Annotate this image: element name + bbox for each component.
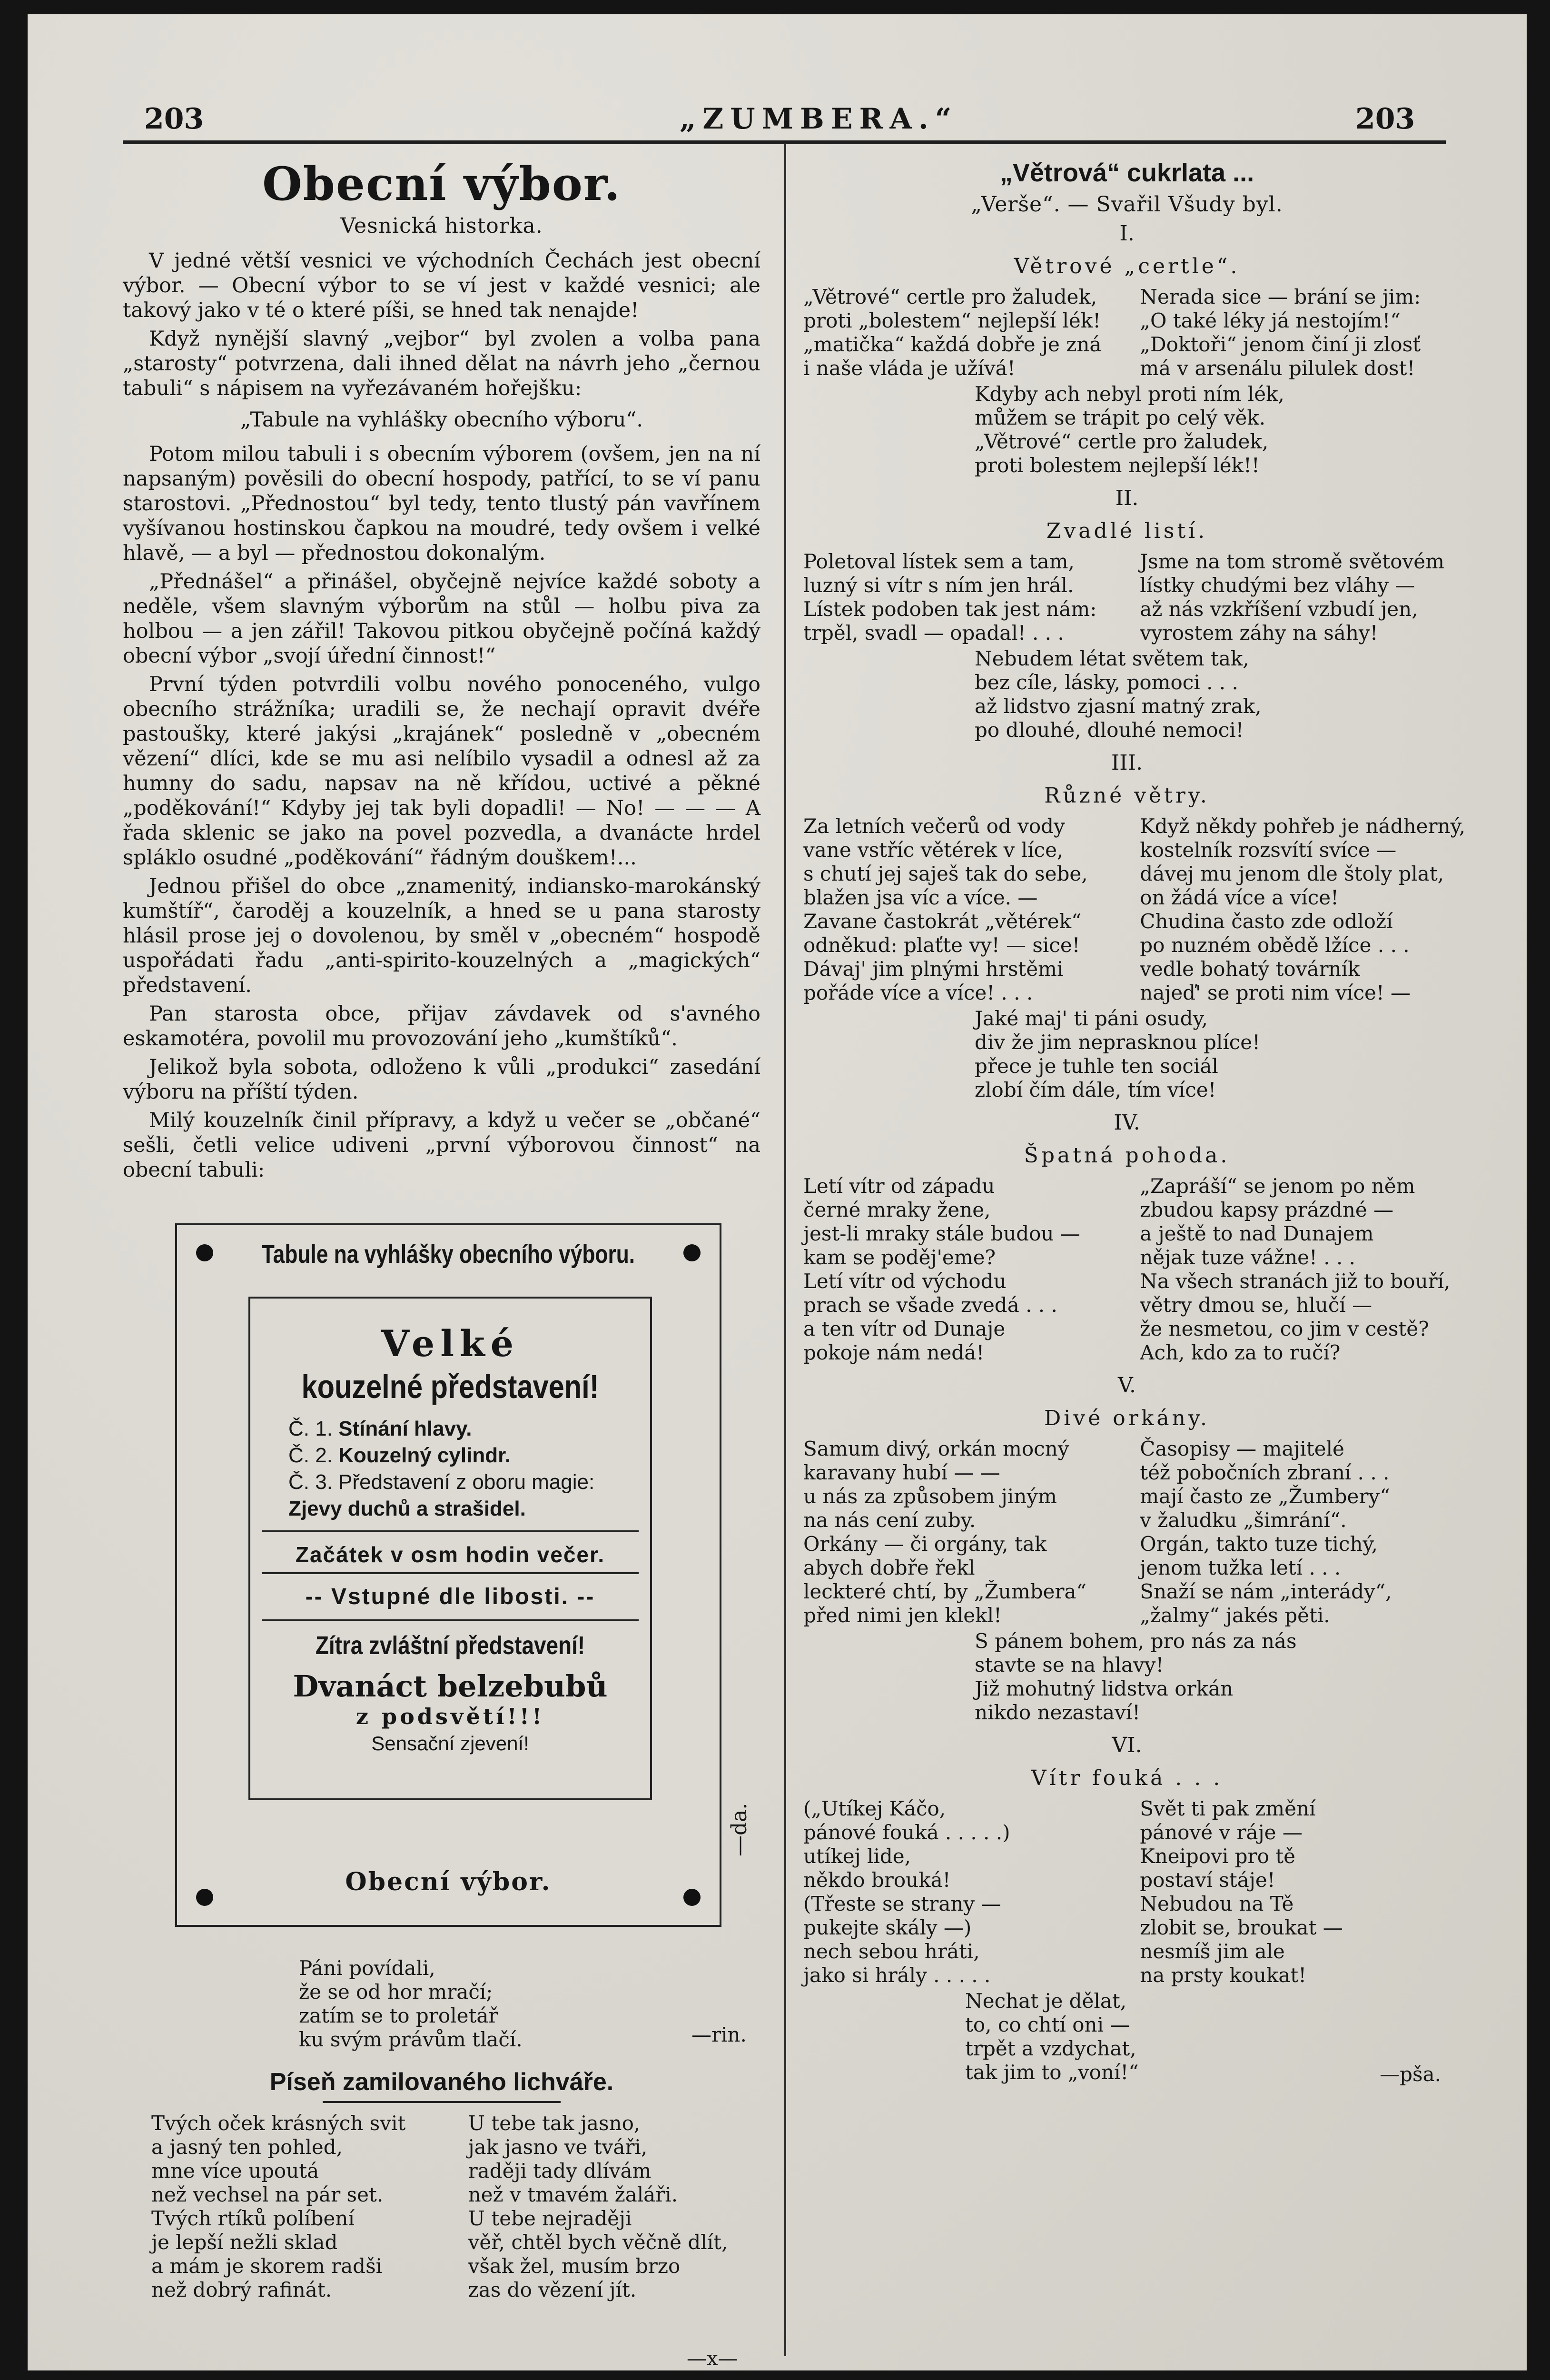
newspaper-page	[28, 14, 1527, 2370]
verse-line: mne více upoutá	[151, 2159, 319, 2182]
verse-line: je lepší nežli sklad	[151, 2231, 338, 2254]
verse-line: Zavane častokrát „větérek“	[803, 910, 1082, 933]
verse-line: než vechsel na pár set.	[151, 2183, 384, 2206]
page-number-right: 203	[1355, 102, 1415, 136]
verse-line: na nás cení zuby.	[803, 1508, 976, 1532]
verse-line: U tebe nejraději	[468, 2207, 632, 2230]
paragraph: Když nynější slavný „vejbor“ byl zvolen a volba pana „starosty“ potvrzena, dali ihned dělat na návrh jeho „černou tabuli“ s nápisem na vyřezávaném hořejšku:	[123, 327, 760, 400]
poem-pani-povidali	[299, 1956, 727, 2052]
verse-line: jenom tužka letí . . .	[1140, 1556, 1341, 1579]
verse-line: odněkud: plaťte vy! — sice!	[803, 933, 1080, 957]
verse-line: (Třeste se strany —	[803, 1892, 1001, 1915]
section-number: VI.	[1112, 1733, 1142, 1757]
verse-line: černé mraky žene,	[803, 1198, 991, 1221]
verse-line: až nás vzkříšení vzbudí jen,	[1140, 597, 1418, 621]
paragraph: Potom milou tabuli i s obecním výborem (ovšem, jen na ní napsaným) pověsili do obecní hospody, patřící, to se ví panu starostovi. „Přednostou“ byl tedy, tento tlustý pán vavřínem vyšívanou hostinskou čapkou na moudré, tedy ovšem i velké hlavě, — a byl — přednostou dokonalým.	[123, 442, 760, 565]
poster-board-title: Tabule na vyhlášky obecního výboru.	[261, 1240, 635, 1269]
verse-line: s chutí jej saješ tak do sebe,	[803, 862, 1088, 885]
verse-line: Letí vítr od východu	[803, 1269, 1007, 1293]
verse-line: „Doktoři“ jenom činí ji zlosť	[1140, 333, 1421, 356]
verse-line: trpět a vzdychat,	[965, 2037, 1136, 2060]
verse-line: „O také léky já nestojím!“	[1140, 309, 1401, 332]
paragraph: Jednou přišel do obce „znamenitý, indiansko-marokánský kumštíř“, čaroděj a kouzelník, a hned se u pana starosty hlásil prose jej o dovolenou, by směl v „obecném“ hospodě uspořádati řadu „anti-spirito-kouzelných a „magických“ představení.	[123, 874, 760, 997]
verse-line: „žalmy“ jakés pěti.	[1140, 1604, 1330, 1627]
verse-line: leckteré chtí, by „Žumbera“	[803, 1580, 1086, 1603]
poem-title: Píseň zamilovaného lichváře.	[269, 2068, 614, 2096]
verse-line: zbudou kapsy prázdné —	[1140, 1198, 1394, 1221]
verse-line: po nuzném obědě lžíce . . .	[1140, 933, 1410, 957]
poster-signature: —da.	[727, 1803, 751, 1856]
verse-line: a ten vítr od Dunaje	[803, 1317, 1006, 1340]
verse-line: pánové v ráje —	[1140, 1821, 1303, 1844]
verse-line: že se od hor mračí;	[299, 1980, 493, 2003]
verse-line: též pobočních zbraní . . .	[1140, 1461, 1390, 1484]
section-heading: Zvadlé listí.	[1046, 519, 1208, 543]
verse-line: div že jim neprasknou plíce!	[975, 1031, 1261, 1054]
right-column	[803, 157, 1466, 2086]
verse-line: Orgán, takto tuze tichý,	[1140, 1532, 1378, 1556]
verse-line: jest-li mraky stále budou —	[803, 1222, 1080, 1245]
verse-line: Chudina často zde odloží	[1140, 910, 1393, 933]
newspaper-title: „ZUMBERA.“	[680, 102, 958, 136]
poster-senzacni: Sensační zjevení!	[371, 1732, 529, 1755]
poster-footer: Obecní výbor.	[345, 1867, 552, 1896]
paragraph: Jelikož byla sobota, odloženo k vůli „produkci“ zasedání výboru na příští týden.	[123, 1055, 760, 1104]
verse-line: Časopisy — majitelé	[1140, 1437, 1344, 1460]
verse-line: vyrostem záhy na sáhy!	[1140, 621, 1378, 645]
poster-zitra: Zítra zvláštní představení!	[315, 1631, 585, 1660]
poster-vstupne: -- Vstupné dle libosti. --	[305, 1584, 595, 1609]
paragraph: První týden potvrdili volbu nového ponoceného, vulgo obecního strážníka; uradili se, že nechají opravit dvéře pastoušky, které jakýsi „krajánek“ posledně v „obecném vězení“ dlíci, kde se mu asi nelíbilo vysadil a odnesl až za humny do sadu, napsav na ně křídou, uctivé a pěkné „poděkování!“ Kdyby jej tak byli dopadli! — No! — — — A řada sklenic se jako na povel pozvedla, a dvanácte hrdel spláklo osudné „poděkování“ řádným douškem!...	[123, 673, 760, 870]
verse-line: postaví stáje!	[1140, 1868, 1275, 1892]
verse-line: vedle bohatý továrník	[1140, 957, 1360, 981]
poster-dvanact: Dvanáct belzebubů	[293, 1669, 608, 1704]
verse-line: prach se všade zvedá . . .	[803, 1293, 1057, 1317]
verse-line: Lístek podoben tak jest nám:	[803, 597, 1097, 621]
verse-line: a mám je skorem radši	[151, 2254, 383, 2278]
section-heading: Vítr fouká . . .	[1031, 1766, 1223, 1790]
verse-line: však žel, musím brzo	[468, 2254, 681, 2278]
verse-line: Jsme na tom stromě světovém	[1140, 550, 1444, 573]
poster-rule	[262, 1530, 639, 1532]
verse-line: Kneipovi pro tě	[1140, 1844, 1295, 1868]
verse-line: raději tady dlívám	[468, 2159, 652, 2182]
verse-line: jako si hrály . . . . .	[803, 1964, 991, 1987]
verse-line: přece je tuhle ten sociál	[975, 1054, 1218, 1078]
verse-line: luzný si vítr s ním jen hrál.	[803, 574, 1074, 597]
column-divider	[784, 143, 786, 2356]
poster-velke: Velké	[381, 1322, 520, 1365]
verse-line: Nechat je dělat,	[965, 1989, 1127, 2013]
verse-line: po dlouhé, dlouhé nemoci!	[975, 718, 1244, 742]
section-heading: Divé orkány.	[1044, 1406, 1210, 1430]
article-title: Obecní výbor.	[262, 157, 621, 211]
verse-line: najeď' se proti nim více! —	[1140, 981, 1411, 1004]
verse-line: „Větrové“ certle pro žaludek,	[975, 430, 1269, 453]
verse-line: on žádá více a více!	[1140, 886, 1339, 909]
verse-line: Za letních večerů od vody	[803, 814, 1065, 838]
poster-inner-frame	[248, 1297, 652, 1800]
verse-line: zlobit se, broukat —	[1140, 1916, 1343, 1939]
verse-line: to, co chtí oni —	[965, 2013, 1130, 2036]
poster-rule	[262, 1572, 639, 1574]
section-number: III.	[1111, 751, 1143, 775]
verse-line: věř, chtěl bych věčně dlít,	[468, 2231, 728, 2254]
verse-line: nikdo nezastaví!	[975, 1701, 1141, 1724]
verse-line: na prsty koukat!	[1140, 1964, 1307, 1987]
verse-line: Na všech stranách již to bouří,	[1140, 1269, 1451, 1293]
verse-line: Svět ti pak změní	[1140, 1797, 1316, 1820]
verse-line: blažen jsa víc a více. —	[803, 886, 1038, 909]
verse-line: Ach, kdo za to ručí?	[1140, 1341, 1341, 1364]
verse-line: a jasný ten pohled,	[151, 2135, 343, 2159]
pin-dot	[683, 1244, 701, 1261]
verse-line: zatím se to proletář	[299, 2004, 498, 2027]
poem-pisen	[123, 2061, 760, 2302]
verse-line: pokoje nám nedá!	[803, 1341, 985, 1364]
verse-line: než dobrý rafinát.	[151, 2278, 332, 2301]
poem-signature: —rin.	[691, 2023, 747, 2046]
left-column	[123, 157, 760, 1186]
tabule-quote: „Tabule na vyhlášky obecního výboru“.	[240, 408, 643, 432]
verse-line: vane vstříc větérek v líce,	[803, 838, 1064, 862]
verse-line: Již mohutný lidstva orkán	[975, 1677, 1234, 1700]
verse-line: můžem se trápit po celý věk.	[975, 406, 1266, 429]
poster-rule	[262, 1619, 639, 1621]
verse-line: trpěl, svadl — opadal! . . .	[803, 621, 1064, 645]
poem-signature: —pša.	[1380, 2063, 1441, 2086]
poster-item: Č. 2. Kouzelný cylindr.	[288, 1444, 511, 1467]
poster-item: Č. 3. Představení z oboru magie:	[288, 1470, 595, 1494]
verse-line: zlobí čím dále, tím více!	[975, 1078, 1216, 1101]
verse-line: v žaludku „šimrání“.	[1140, 1508, 1347, 1532]
poster-zjevy: Zjevy duchů a strašidel.	[288, 1497, 526, 1520]
paragraph: Pan starosta obce, přijav závdavek od s'avného eskamotéra, povolil mu provozování jeho „kumštíků“.	[123, 1002, 760, 1051]
verse-line: ku svým právům tlačí.	[299, 2028, 523, 2051]
verse-line: bez cíle, lásky, pomoci . . .	[975, 671, 1238, 694]
verse-line: i naše vláda je užívá!	[803, 357, 1016, 380]
title-rule	[323, 2101, 561, 2103]
verse-line: Tvých oček krásných svit	[151, 2112, 406, 2135]
verse-line: Tvých rtíků políbení	[151, 2207, 355, 2230]
verse-line: „Větrové“ certle pro žaludek,	[803, 285, 1097, 308]
paragraph: „Přednášel“ a přinášel, obyčejně nejvíce každé soboty a neděle, všem slavným výborům na stůl — holbu piva za holbou — a jen zářil! Takovou pitkou obyčejně počíná každý obecní výbor „svojí úřední činnost!“	[123, 570, 760, 668]
section-number: IV.	[1114, 1111, 1140, 1135]
verse-line: Nebudem létat světem tak,	[975, 647, 1249, 670]
verse-line: U tebe tak jasno,	[468, 2112, 641, 2135]
poems-title: „Větrová“ cukrlata ...	[999, 159, 1254, 187]
verse-line: než v tmavém žaláři.	[468, 2183, 678, 2206]
poster-podsveti: z podsvětí!!!	[355, 1704, 545, 1729]
section-heading: Špatná pohoda.	[1024, 1143, 1230, 1168]
verse-line: Když někdy pohřeb je nádherný,	[1140, 814, 1466, 838]
verse-line: pánové fouká . . . . .)	[803, 1821, 1010, 1844]
verse-line: dávej mu jenom dle štoly plat,	[1140, 862, 1444, 885]
verse-line: lístky chudými bez vláhy —	[1140, 574, 1415, 597]
verse-line: Poletoval lístek sem a tam,	[803, 550, 1075, 573]
verse-line: má v arsenálu pilulek dost!	[1140, 357, 1415, 380]
section-number: II.	[1115, 486, 1139, 510]
section-number: I.	[1119, 221, 1135, 246]
verse-line: karavany hubí — —	[803, 1461, 1000, 1484]
verse-line: proti bolestem nejlepší lék!!	[975, 454, 1260, 477]
poems-byline: „Verše“. — Svařil Všudy byl.	[971, 192, 1283, 217]
page-number-left: 203	[144, 102, 204, 136]
section-heading: Různé větry.	[1044, 783, 1210, 808]
verse-line: Samum divý, orkán mocný	[803, 1437, 1069, 1460]
verse-line: u nás za způsobem jiným	[803, 1485, 1057, 1508]
verse-line: Letí vítr od západu	[803, 1174, 995, 1198]
verse-line: jak jasno ve tváři,	[468, 2135, 648, 2159]
poster-item: Č. 1. Stínání hlavy.	[288, 1417, 472, 1440]
verse-line: Snaží se nám „interády“,	[1140, 1580, 1392, 1603]
verse-line: proti „bolestem“ nejlepší lék!	[803, 309, 1101, 332]
verse-line: S pánem bohem, pro nás za nás	[975, 1629, 1297, 1653]
verse-line: Páni povídali,	[299, 1956, 435, 1980]
verse-line: Dávaj' jim plnými hrstěmi	[803, 957, 1064, 981]
verse-line: Kdyby ach nebyl proti ním lék,	[975, 382, 1284, 406]
verse-line: („Utíkej Káčo,	[803, 1797, 946, 1820]
verse-line: abych dobře řekl	[803, 1556, 975, 1579]
notice-board-poster	[175, 1223, 721, 1927]
pin-dot	[196, 1244, 213, 1261]
section-heading: Větrové „certle“.	[1014, 254, 1240, 278]
paragraph: V jedné větší vesnici ve východních Čechách jest obecní výbor. — Obecní výbor to se ví jest v každé vesnici; ale takový jako v té o které píši, se hned tak nenajde!	[123, 249, 760, 322]
verse-line: „Zapráší“ se jenom po něm	[1140, 1174, 1415, 1198]
verse-line: utíkej lide,	[803, 1844, 911, 1868]
verse-line: kostelník rozsvítí svíce —	[1140, 838, 1397, 862]
section-number: V.	[1117, 1373, 1136, 1398]
verse-line: tak jim to „voní!“	[965, 2061, 1139, 2084]
poem-signature: —x—	[687, 2347, 738, 2370]
verse-line: zas do vězení jít.	[468, 2278, 637, 2301]
verse-line: větry dmou se, hlučí —	[1140, 1293, 1372, 1317]
verse-line: mají často ze „Žumbery“	[1140, 1485, 1390, 1508]
verse-line: že nesmetou, co jim v cestě?	[1140, 1317, 1429, 1340]
verse-line: Jaké maj' ti páni osudy,	[975, 1007, 1208, 1030]
verse-line: stavte se na hlavy!	[975, 1653, 1164, 1676]
verse-line: pukejte skály —)	[803, 1916, 972, 1939]
verse-line: „matička“ každá dobře je zná	[803, 333, 1102, 356]
verse-line: kam se poděj'eme?	[803, 1246, 996, 1269]
verse-line: pořáde více a více! . . .	[803, 981, 1033, 1004]
verse-line: Nebudou na Tě	[1140, 1892, 1294, 1915]
verse-line: před nimi jen klekl!	[803, 1604, 1002, 1627]
verse-line: Orkány — či orgány, tak	[803, 1532, 1047, 1556]
verse-line: někdo brouká!	[803, 1868, 951, 1892]
verse-line: nějak tuze vážne! . . .	[1140, 1246, 1356, 1269]
verse-line: nesmíš jim ale	[1140, 1940, 1285, 1963]
poster-kouzelne: kouzelné představení!	[301, 1368, 599, 1405]
verse-line: a ještě to nad Dunajem	[1140, 1222, 1374, 1245]
paragraph: Milý kouzelník činil přípravy, a když u večer se „občané“ sešli, četli velice udiveni „první výborovou činnost“ na obecní tabuli:	[123, 1109, 760, 1182]
poster-zacatek: Začátek v osm hodin večer.	[295, 1542, 605, 1567]
verse-line: nech sebou hráti,	[803, 1940, 980, 1963]
verse-line: až lidstvo zjasní matný zrak,	[975, 694, 1262, 718]
article-subtitle: Vesnická historka.	[340, 214, 543, 238]
verse-line: Nerada sice — brání se jim:	[1140, 285, 1421, 308]
